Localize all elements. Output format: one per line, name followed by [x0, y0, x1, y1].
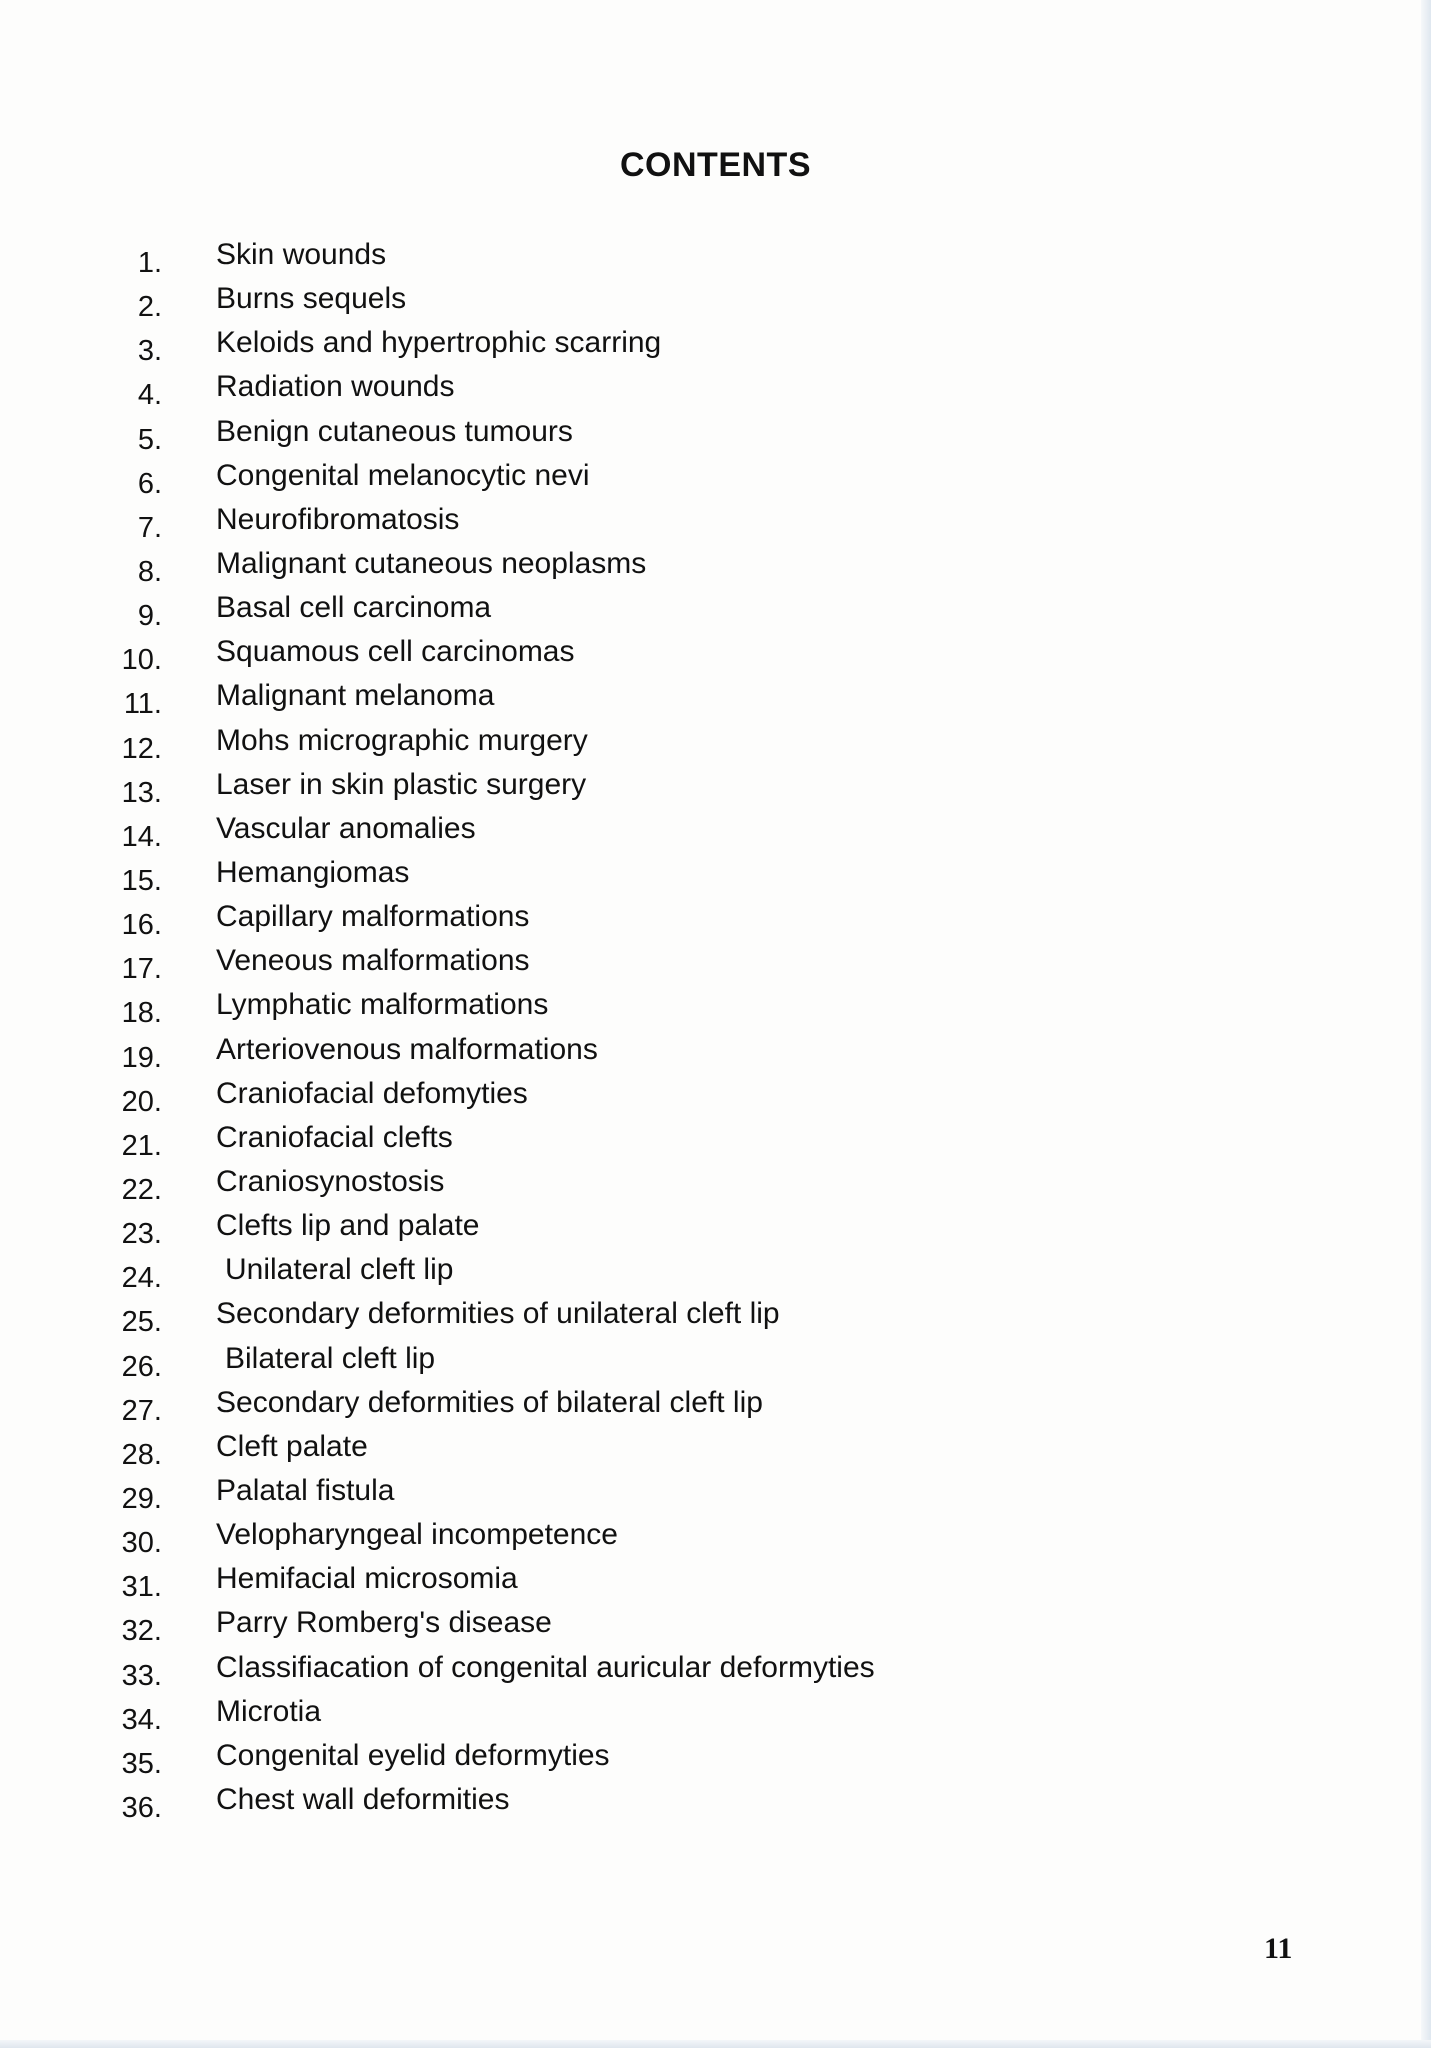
- entry-number: 20.: [121, 1085, 162, 1118]
- entry-title: Congenital melanocytic nevi: [216, 458, 590, 492]
- contents-entry: [112, 1165, 875, 1209]
- entry-number: 18.: [121, 997, 162, 1030]
- entry-number: 34.: [121, 1703, 162, 1736]
- contents-entry: [112, 1739, 875, 1783]
- entry-number: 32.: [121, 1615, 162, 1648]
- contents-entry: [112, 238, 875, 282]
- contents-entry: [112, 1121, 875, 1165]
- contents-entry: [112, 1430, 875, 1474]
- entry-title: Congenital eyelid deformyties: [216, 1738, 610, 1772]
- page-number: 11: [1264, 1932, 1293, 1965]
- entry-number: 5.: [137, 423, 162, 456]
- contents-entry: [112, 768, 875, 812]
- contents-entry: [112, 1562, 875, 1606]
- entry-number: 19.: [121, 1041, 162, 1074]
- entry-title: Craniofacial defomyties: [216, 1076, 528, 1110]
- entry-title: Hemifacial microsomia: [216, 1562, 518, 1596]
- entry-title: Burns sequels: [216, 282, 407, 316]
- entry-number: 13.: [121, 776, 162, 809]
- entry-title: Basal cell carcinoma: [216, 591, 492, 625]
- entry-number: 6.: [137, 467, 162, 500]
- entry-title: Craniofacial clefts: [216, 1120, 453, 1154]
- contents-entry: [112, 1783, 875, 1827]
- contents-entry: [112, 1386, 875, 1430]
- entry-title: Malignant melanoma: [216, 679, 495, 713]
- entry-number: 8.: [137, 555, 162, 588]
- entry-title: Squamous cell carcinomas: [216, 635, 575, 669]
- page-bottom-edge: [0, 2040, 1431, 2048]
- entry-number: 4.: [137, 379, 162, 412]
- entry-number: 28.: [121, 1438, 162, 1471]
- entry-title: Capillary malformations: [216, 900, 530, 934]
- entry-title: Chest wall deformities: [216, 1782, 510, 1816]
- entry-number: 35.: [121, 1747, 162, 1780]
- entry-number: 23.: [121, 1218, 162, 1251]
- contents-entry: [112, 1474, 875, 1518]
- entry-title: Neurofibromatosis: [216, 502, 460, 536]
- entry-title: Veneous malformations: [216, 944, 530, 978]
- entry-title: Parry Romberg's disease: [216, 1606, 552, 1640]
- entry-title: Velopharyngeal incompetence: [216, 1518, 618, 1552]
- entry-title: Secondary deformities of unilateral cleft lip: [216, 1297, 780, 1331]
- contents-entry: [112, 326, 875, 370]
- entry-title: Secondary deformities of bilateral cleft lip: [216, 1385, 763, 1419]
- contents-entry: [112, 988, 875, 1032]
- entry-title: Cleft palate: [216, 1429, 368, 1463]
- contents-entry: [112, 503, 875, 547]
- entry-title: Hemangiomas: [216, 855, 410, 889]
- entry-title: Radiation wounds: [216, 370, 455, 404]
- entry-title: Palatal fistula: [216, 1473, 395, 1507]
- contents-entry: [112, 1342, 875, 1386]
- contents-entry: [112, 635, 875, 679]
- entry-number: 26.: [121, 1350, 162, 1383]
- entry-title: Microtia: [216, 1694, 322, 1728]
- contents-entry: [112, 1077, 875, 1121]
- entry-number: 10.: [121, 644, 162, 677]
- entry-number: 30.: [121, 1527, 162, 1560]
- entry-title: Unilateral cleft lip: [225, 1253, 454, 1287]
- contents-entry: [112, 1695, 875, 1739]
- entry-number: 15.: [121, 864, 162, 897]
- entry-title: Craniosynostosis: [216, 1164, 445, 1198]
- entry-number: 3.: [137, 335, 162, 368]
- entry-title: Clefts lip and palate: [216, 1209, 480, 1243]
- entry-number: 31.: [121, 1571, 162, 1604]
- contents-entry: [112, 856, 875, 900]
- entry-title: Arteriovenous malformations: [216, 1032, 598, 1066]
- entry-title: Laser in skin plastic surgery: [216, 767, 587, 801]
- entry-title: Skin wounds: [216, 238, 387, 271]
- entry-number: 12.: [121, 732, 162, 765]
- contents-entry: [112, 1209, 875, 1253]
- contents-entry: [112, 900, 875, 944]
- entry-number: 7.: [137, 511, 162, 544]
- entry-title: Mohs micrographic murgery: [216, 723, 588, 757]
- contents-entry: [112, 1651, 875, 1695]
- entry-title: Classifiacation of congenital auricular deformyties: [216, 1650, 875, 1684]
- contents-entry: [112, 944, 875, 988]
- contents-list: [112, 238, 875, 1827]
- entry-number: 14.: [121, 820, 162, 853]
- entry-title: Keloids and hypertrophic scarring: [216, 326, 662, 360]
- contents-entry: [112, 1297, 875, 1341]
- entry-number: 33.: [121, 1659, 162, 1692]
- entry-number: 36.: [121, 1791, 162, 1824]
- entry-number: 17.: [121, 953, 162, 986]
- entry-number: 2.: [137, 291, 162, 324]
- contents-entry: [112, 591, 875, 635]
- contents-entry: [112, 1518, 875, 1562]
- entry-number: 22.: [121, 1173, 162, 1206]
- entry-number: 9.: [137, 600, 162, 633]
- entry-title: Bilateral cleft lip: [225, 1341, 436, 1375]
- contents-entry: [112, 459, 875, 503]
- page-edge-shadow: [1421, 0, 1431, 2048]
- entry-number: 27.: [121, 1394, 162, 1427]
- contents-entry: [112, 1253, 875, 1297]
- entry-title: Malignant cutaneous neoplasms: [216, 546, 647, 580]
- entry-number: 11.: [123, 688, 162, 721]
- contents-entry: [112, 724, 875, 768]
- entry-number: 25.: [121, 1306, 162, 1339]
- contents-entry: [112, 1033, 875, 1077]
- entry-title: Lymphatic malformations: [216, 988, 549, 1022]
- contents-entry: [112, 812, 875, 856]
- contents-entry: [112, 370, 875, 414]
- page-title: CONTENTS: [620, 146, 811, 184]
- contents-entry: [112, 1606, 875, 1650]
- entry-number: 1.: [137, 247, 162, 279]
- entry-title: Vascular anomalies: [216, 811, 476, 845]
- entry-title: Benign cutaneous tumours: [216, 414, 573, 448]
- contents-entry: [112, 679, 875, 723]
- entry-number: 16.: [121, 909, 162, 942]
- contents-entry: [112, 282, 875, 326]
- entry-number: 21.: [121, 1129, 162, 1162]
- entry-number: 29.: [121, 1482, 162, 1515]
- entry-number: 24.: [121, 1262, 162, 1295]
- contents-entry: [112, 415, 875, 459]
- contents-entry: [112, 547, 875, 591]
